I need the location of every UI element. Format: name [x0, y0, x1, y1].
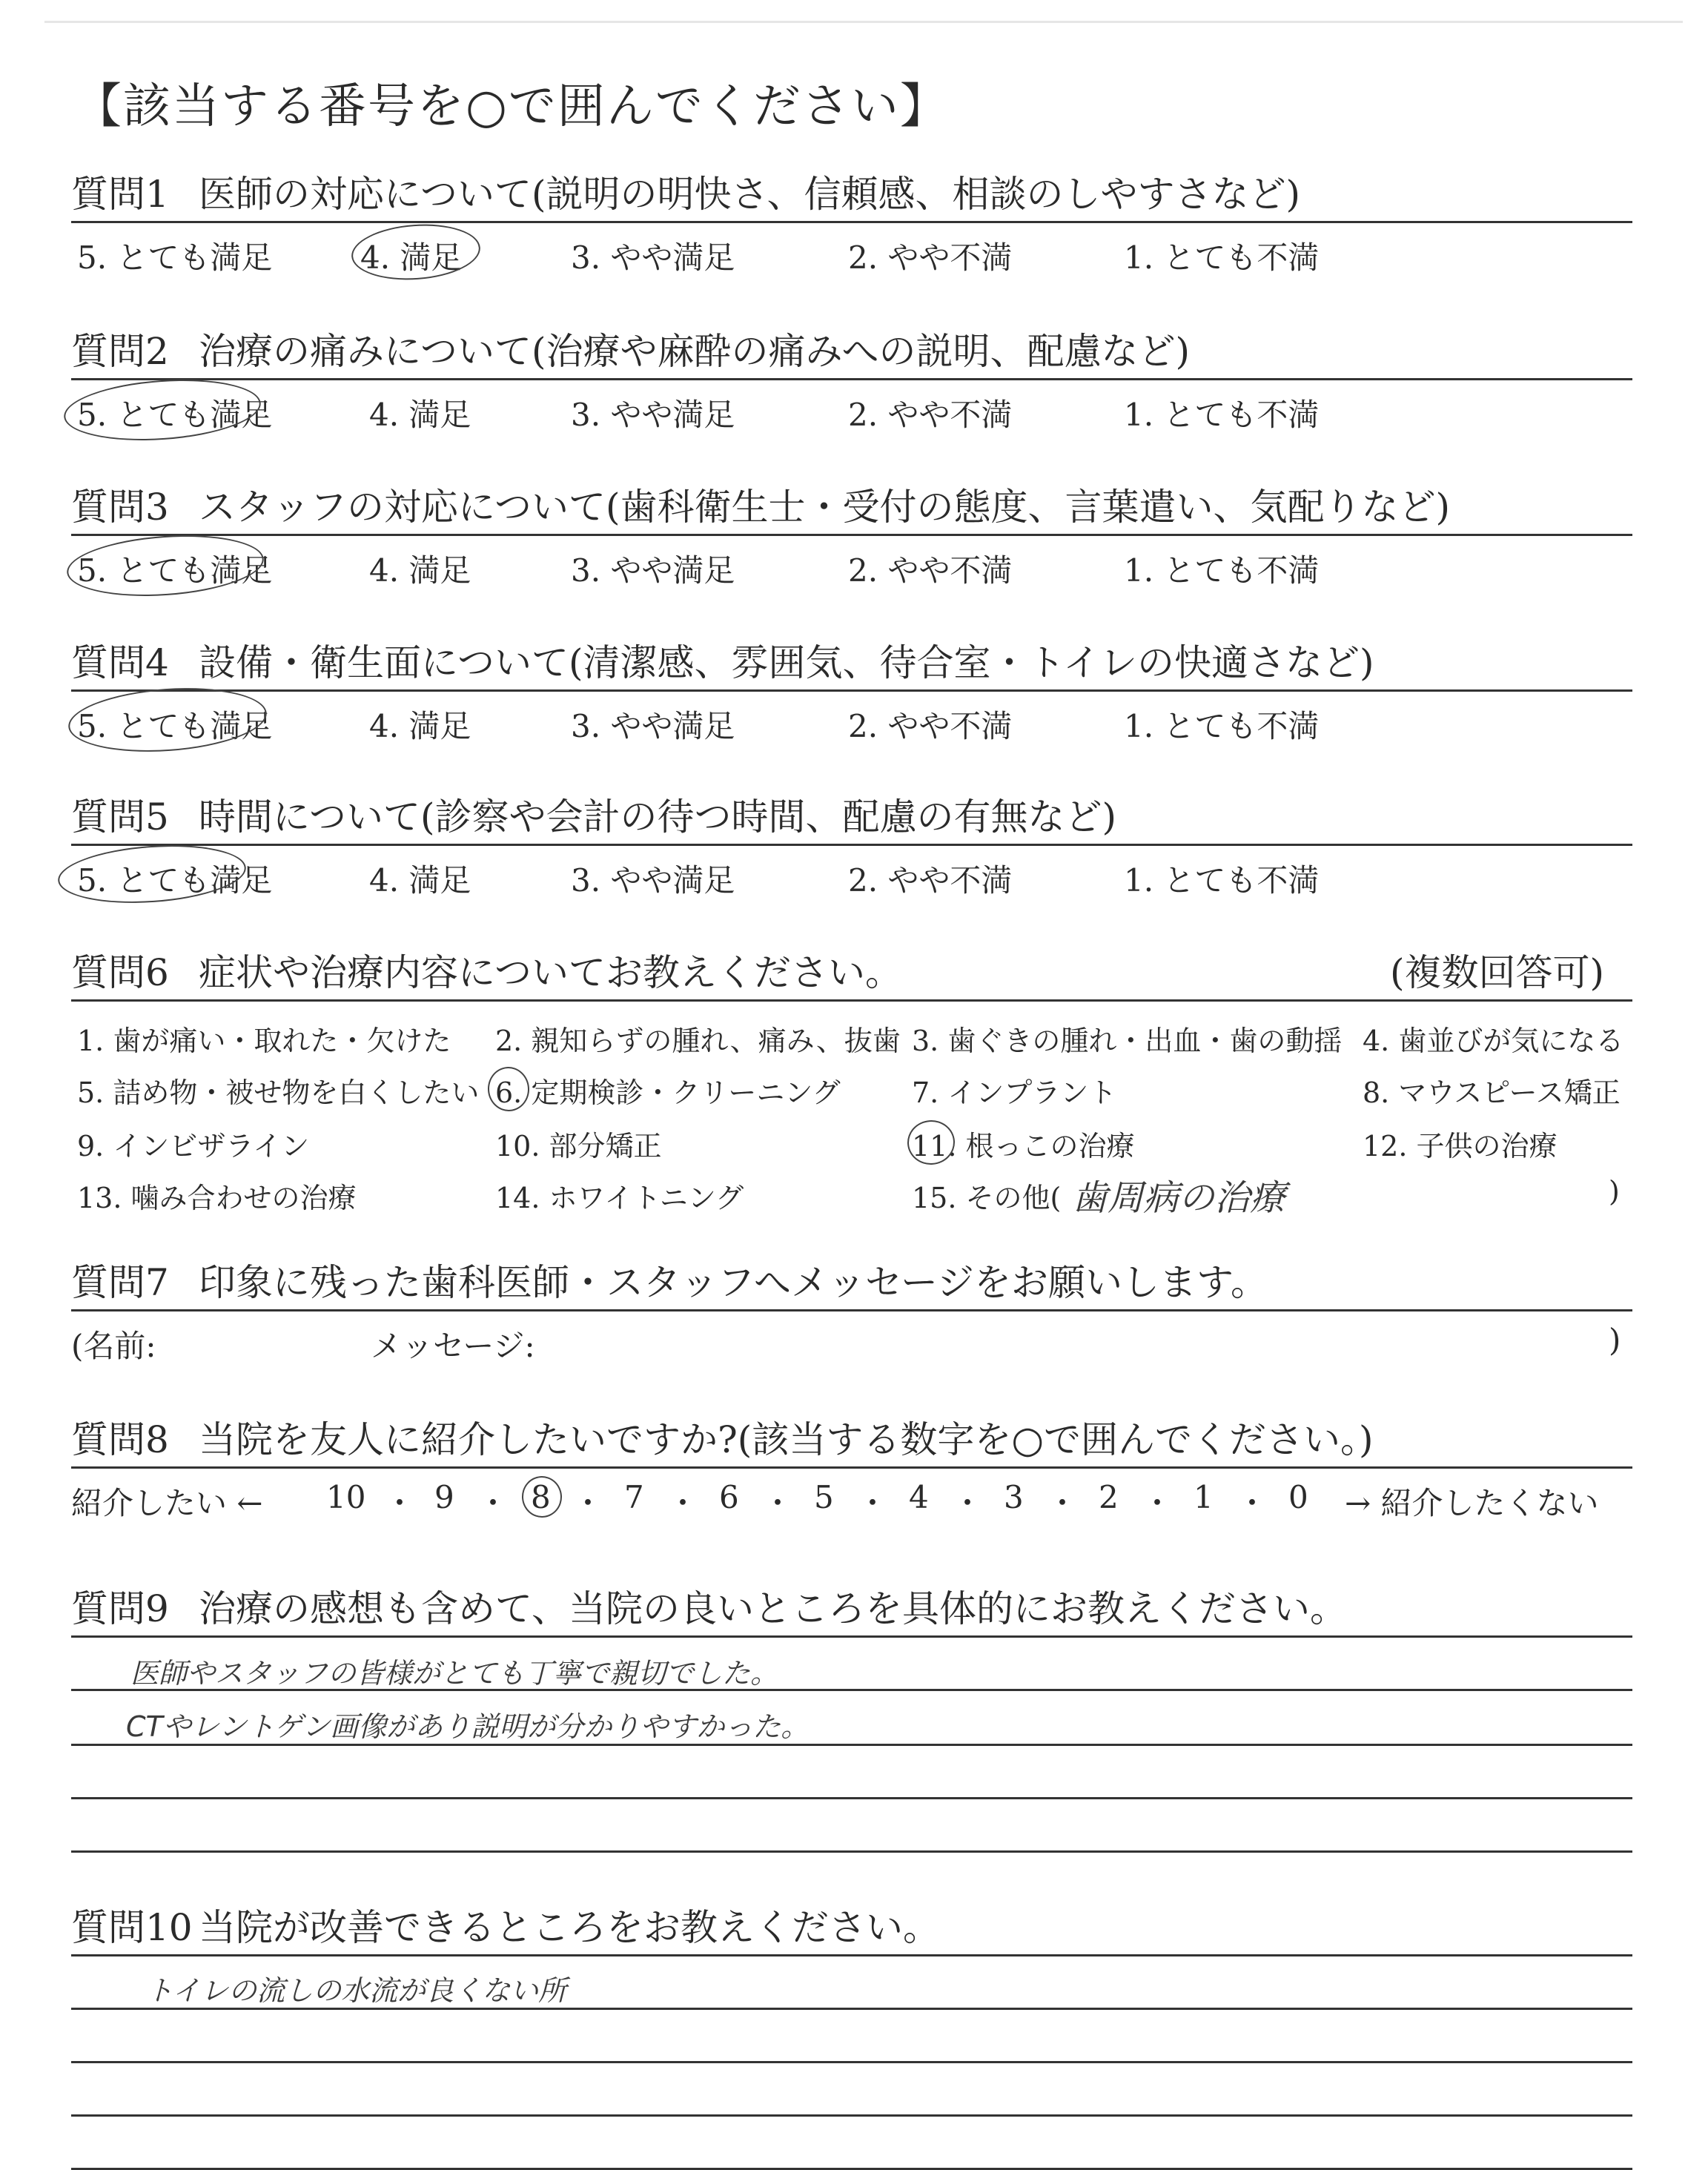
symptom-option-15[interactable]: 15. その他(	[912, 1182, 1062, 1214]
dot: ・	[762, 1485, 794, 1521]
message-label: メッセージ:	[371, 1328, 535, 1364]
question-3	[71, 477, 1632, 588]
question-1	[71, 165, 1632, 275]
multiple-answer-note: (複数回答可)	[1389, 951, 1604, 994]
symptom-options	[71, 1002, 1632, 1224]
question-text: 治療の感想も含めて、当院の良いところを具体的にお教えください。	[199, 1587, 1347, 1630]
option-3[interactable]: 3. やや満足	[571, 239, 735, 276]
message-close-paren: )	[1609, 1322, 1621, 1358]
option-5[interactable]: 5. とても満足	[77, 708, 273, 744]
question-text: 当院を友人に紹介したいですか?(該当する数字を○で囲んでください。)	[199, 1418, 1374, 1461]
selection-circle	[65, 529, 266, 602]
question-number: 質問2	[71, 330, 169, 373]
question-number: 質問10	[71, 1906, 193, 1949]
top-border	[44, 21, 1683, 23]
option-2[interactable]: 2. やや不満	[848, 862, 1013, 899]
dot: ・	[667, 1485, 699, 1521]
symptom-option-12[interactable]: 12. 子供の治療	[1363, 1130, 1558, 1162]
selection-circle	[62, 374, 263, 446]
option-3[interactable]: 3. やや満足	[571, 397, 735, 433]
symptom-option-8[interactable]: 8. マウスピース矯正	[1363, 1076, 1621, 1109]
dot: ・	[384, 1485, 416, 1521]
question-number: 質問6	[71, 951, 169, 994]
scale-6[interactable]: 6	[719, 1479, 739, 1515]
question-6	[71, 943, 1632, 1224]
dot: ・	[1142, 1485, 1174, 1521]
dot: ・	[952, 1485, 984, 1521]
writing-line	[71, 2061, 1632, 2063]
question-text: 症状や治療内容についてお教えください。	[199, 951, 902, 994]
symptom-option-4[interactable]: 4. 歯並びが気になる	[1363, 1025, 1624, 1057]
name-label: (名前:	[71, 1328, 156, 1364]
question-number: 質問1	[71, 173, 169, 216]
symptom-option-1[interactable]: 1. 歯が痛い・取れた・欠けた	[77, 1025, 451, 1057]
divider	[71, 1954, 1632, 1956]
symptom-option-3[interactable]: 3. 歯ぐきの腫れ・出血・歯の動揺	[912, 1025, 1343, 1057]
writing-line	[71, 1797, 1632, 1799]
scale-8[interactable]: 8	[531, 1479, 551, 1515]
question-7	[71, 1253, 1632, 1363]
option-1[interactable]: 1. とても不満	[1124, 862, 1320, 899]
option-5[interactable]: 5. とても満足	[77, 552, 273, 589]
question-9	[71, 1579, 1632, 1743]
good-points-answer-line[interactable]: 医師やスタッフの皆様がとても丁寧で親切でした。	[130, 1657, 779, 1690]
divider	[71, 1635, 1632, 1638]
option-2[interactable]: 2. やや不満	[848, 239, 1013, 276]
symptom-option-14[interactable]: 14. ホワイトニング	[495, 1182, 744, 1214]
scale-2[interactable]: 2	[1099, 1479, 1119, 1515]
question-text: スタッフの対応について(歯科衛生士・受付の態度、言葉遣い、気配りなど)	[199, 486, 1451, 529]
symptom-option-11[interactable]: 11. 根っこの治療	[912, 1130, 1135, 1162]
option-1[interactable]: 1. とても不満	[1124, 239, 1320, 276]
scale-5[interactable]: 5	[814, 1479, 834, 1515]
option-3[interactable]: 3. やや満足	[571, 552, 735, 589]
option-5[interactable]: 5. とても満足	[77, 397, 273, 433]
dot: ・	[1047, 1485, 1079, 1521]
question-5	[71, 787, 1632, 898]
question-text: 当院が改善できるところをお教えください。	[199, 1906, 940, 1949]
rating-options	[71, 692, 1632, 744]
symptom-option-13[interactable]: 13. 噛み合わせの治療	[77, 1182, 357, 1214]
option-4[interactable]: 4. 満足	[369, 397, 471, 433]
question-text: 医師の対応について(説明の明快さ、信頼感、相談のしやすさなど)	[199, 173, 1301, 216]
question-number: 質問5	[71, 795, 169, 838]
question-8	[71, 1410, 1632, 1521]
page-title: 【該当する番号を○で囲んでください】	[74, 79, 949, 134]
symptom-option-5[interactable]: 5. 詰め物・被せ物を白くしたい	[77, 1076, 480, 1109]
selection-circle	[520, 1475, 563, 1519]
question-10	[71, 1898, 1632, 2007]
scale-3[interactable]: 3	[1004, 1479, 1024, 1515]
question-text: 印象に残った歯科医師・スタッフへメッセージをお願いします。	[199, 1261, 1268, 1304]
other-answer[interactable]: 歯周病の治療	[1072, 1177, 1286, 1219]
scale-1[interactable]: 1	[1194, 1479, 1214, 1515]
option-4[interactable]: 4. 満足	[369, 552, 471, 589]
writing-line	[71, 2114, 1632, 2117]
option-1[interactable]: 1. とても不満	[1124, 708, 1320, 744]
option-2[interactable]: 2. やや不満	[848, 552, 1013, 589]
scale-left-label: 紹介したい ←	[71, 1485, 263, 1521]
question-number: 質問8	[71, 1418, 169, 1461]
option-2[interactable]: 2. やや不満	[848, 708, 1013, 744]
scale-9[interactable]: 9	[434, 1479, 454, 1515]
question-text: 治療の痛みについて(治療や麻酔の痛みへの説明、配慮など)	[199, 330, 1191, 373]
option-4[interactable]: 4. 満足	[369, 862, 471, 899]
improvement-answer-line[interactable]: トイレの流しの水流が良くない所	[145, 1974, 567, 2007]
option-5[interactable]: 5. とても満足	[77, 239, 273, 276]
scale-10[interactable]: 10	[326, 1479, 366, 1515]
scale-right-label: → 紹介したくない	[1345, 1485, 1599, 1521]
question-number: 質問3	[71, 486, 169, 529]
symptom-option-2[interactable]: 2. 親知らずの腫れ、痛み、抜歯	[495, 1025, 901, 1057]
question-4	[71, 633, 1632, 744]
option-3[interactable]: 3. やや満足	[571, 708, 735, 744]
question-number: 質問9	[71, 1587, 169, 1630]
other-close-paren: )	[1609, 1175, 1620, 1208]
symptom-option-6[interactable]: 6. 定期検診・クリーニング	[495, 1076, 841, 1109]
scale-7[interactable]: 7	[624, 1479, 644, 1515]
option-4[interactable]: 4. 満足	[360, 239, 463, 276]
writing-line	[71, 1850, 1632, 1853]
question-number: 質問4	[71, 641, 169, 684]
option-5[interactable]: 5. とても満足	[77, 862, 273, 899]
dot: ・	[477, 1485, 509, 1521]
option-1[interactable]: 1. とても不満	[1124, 397, 1320, 433]
option-3[interactable]: 3. やや満足	[571, 862, 735, 899]
recommend-scale	[71, 1469, 1632, 1521]
symptom-option-9[interactable]: 9. インビザライン	[77, 1130, 310, 1162]
rating-options	[71, 223, 1632, 275]
dot: ・	[1237, 1485, 1268, 1521]
scale-4[interactable]: 4	[909, 1479, 929, 1515]
question-text: 時間について(診察や会計の待つ時間、配慮の有無など)	[199, 795, 1117, 838]
good-points-answer-line[interactable]: CTやレントゲン画像があり説明が分かりやすかった。	[126, 1710, 810, 1743]
message-field	[71, 1311, 1632, 1363]
dot: ・	[857, 1485, 889, 1521]
dot: ・	[572, 1485, 604, 1521]
symptom-option-7[interactable]: 7. インプラント	[912, 1076, 1117, 1109]
rating-options	[71, 846, 1632, 898]
option-4[interactable]: 4. 満足	[369, 708, 471, 744]
option-1[interactable]: 1. とても不満	[1124, 552, 1320, 589]
question-2	[71, 322, 1632, 432]
symptom-option-10[interactable]: 10. 部分矯正	[495, 1130, 662, 1162]
scale-0[interactable]: 0	[1288, 1479, 1308, 1515]
question-text: 設備・衛生面について(清潔感、雰囲気、待合室・トイレの快適さなど)	[199, 641, 1374, 684]
rating-options	[71, 380, 1632, 432]
question-number: 質問7	[71, 1261, 169, 1304]
option-2[interactable]: 2. やや不満	[848, 397, 1013, 433]
rating-options	[71, 536, 1632, 588]
